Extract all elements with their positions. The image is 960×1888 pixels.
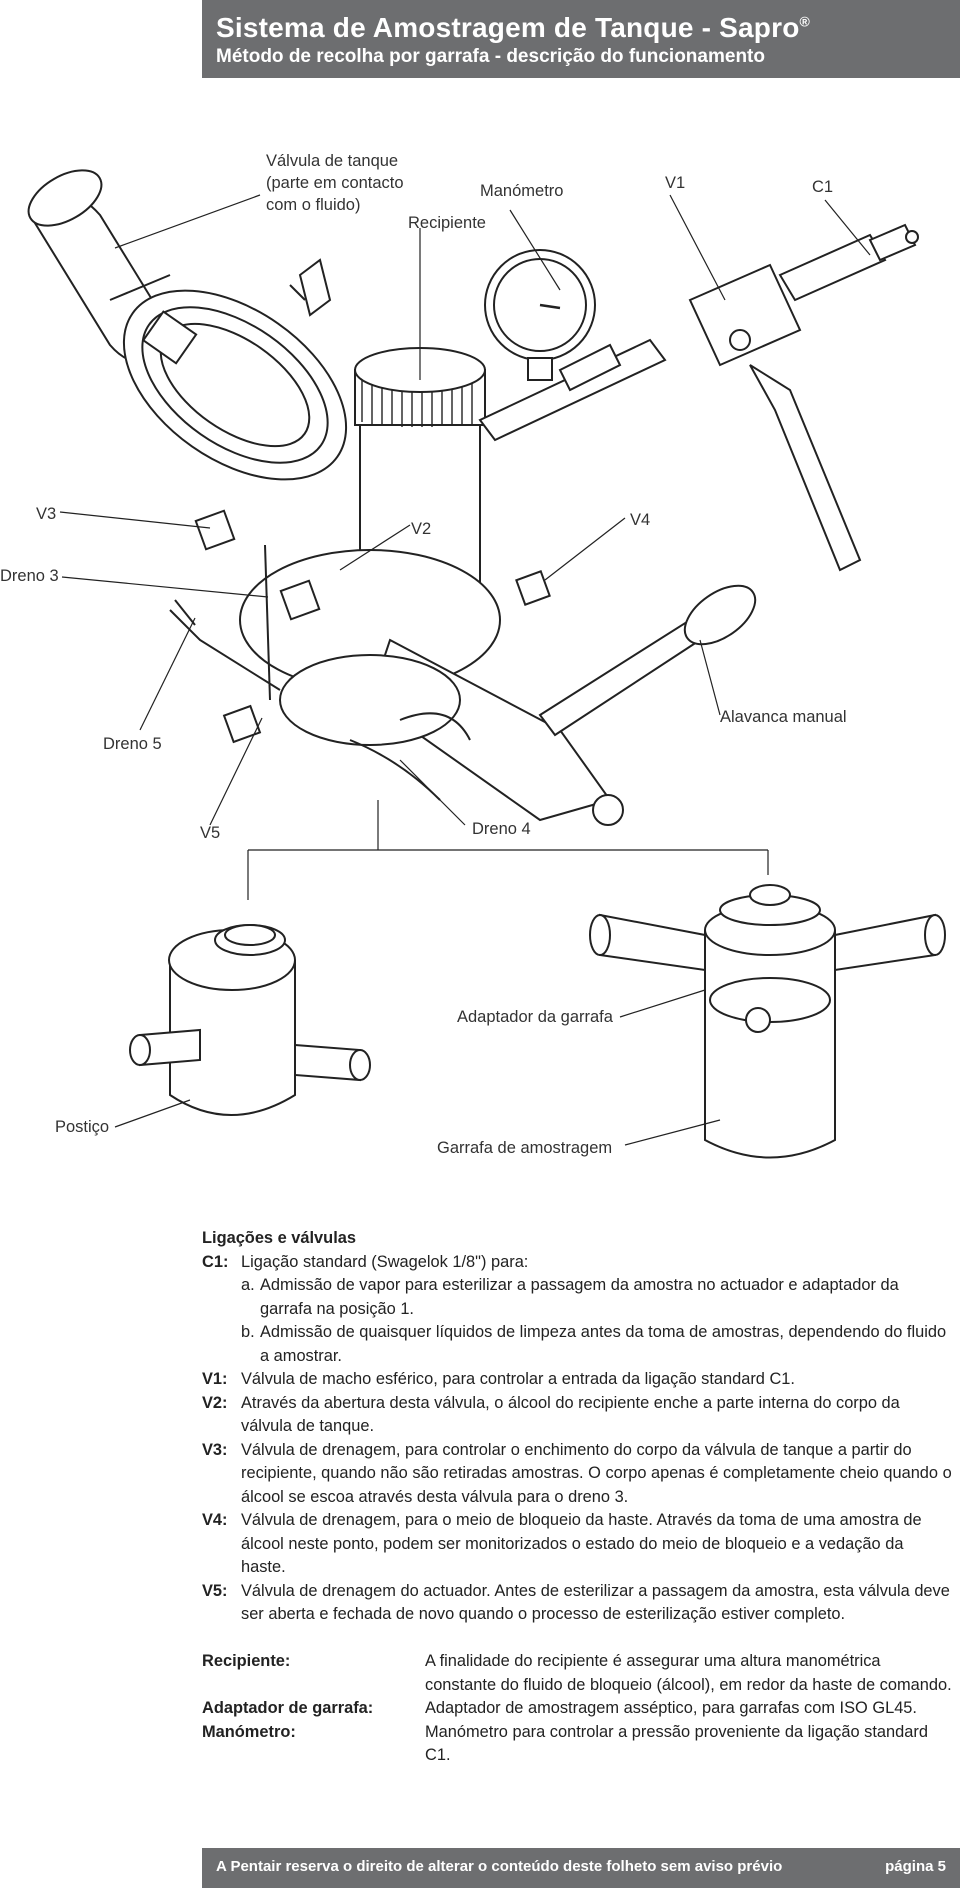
label-dreno4: Dreno 4 [472,820,531,838]
definition-term: Recipiente: [202,1652,291,1670]
v2-key: V2: [202,1393,228,1412]
label-postico: Postiço [55,1118,110,1136]
v5-row [202,1580,952,1627]
c1-a-text: Admissão de vapor para esterilizar a passagem da amostra no actuador e adaptador da garrafa na posição 1. [260,1276,899,1318]
v5-key: V5: [202,1581,228,1600]
c1-b-row [202,1321,952,1368]
label-garrafa: Garrafa de amostragem [437,1139,613,1157]
label-adaptador: Adaptador da garrafa [457,1008,613,1026]
v4-row [202,1509,952,1580]
wing-nut [290,260,330,315]
v1-key: V1: [202,1370,228,1388]
c1-b-key: b. [241,1323,255,1341]
v3-key: V3: [202,1440,228,1459]
label-tank-valve-line1: Válvula de tanque [266,152,399,170]
label-v1: V1 [665,174,686,192]
label-dreno5: Dreno 5 [103,735,162,753]
footer-disclaimer: A Pentair reserva o direito de alterar o conteúdo deste folheto sem aviso prévio [216,1858,783,1875]
v5-knob [224,706,260,742]
v3-row [202,1439,952,1510]
c1-fitting [780,225,918,300]
label-manometro: Manómetro [480,182,564,200]
v4-key: V4: [202,1511,228,1529]
v3-text: Válvula de drenagem, para controlar o enchimento do corpo da válvula de tanque a partir do recipiente, quando não são retiradas amostras. O corpo apenas é completamente cheio quando o álcool se escoa através desta válvula para o dreno 3. [241,1440,952,1506]
page-subtitle: Método de recolha por garrafa - descrição do funcionamento [216,46,765,67]
label-v4: V4 [630,511,651,529]
page-footer [202,1848,960,1888]
c1-a-key: a. [241,1276,255,1294]
v3-knob [196,511,234,549]
c1-a-row [202,1274,952,1321]
label-v5: V5 [200,824,221,842]
label-c1: C1 [812,178,834,196]
v4-knob [516,571,549,604]
sample-bottle [590,885,945,1158]
supply-pipe [480,340,665,440]
v2-row [202,1392,952,1439]
label-dreno3: Dreno 3 [0,567,59,585]
title-text: Sistema de Amostragem de Tanque - Sapro [216,12,800,43]
c1-b-text: Admissão de quaisquer líquidos de limpeza antes da toma de amostras, dependendo do fluido a amostrar. [260,1323,947,1365]
label-v2: V2 [411,520,432,538]
c1-text: Ligação standard (Swagelok 1/8") para: [241,1252,529,1271]
definition-row [202,1721,952,1768]
label-v3: V3 [36,505,57,523]
page-number: página 5 [885,1858,946,1875]
definition-text: A finalidade do recipiente é assegurar uma altura manométrica constante do fluido de bloqueio (álcool), em redor da haste de comando. [425,1652,952,1694]
label-tank-valve-line2: (parte em contacto [266,174,404,192]
definition-text: Manómetro para controlar a pressão proveniente da ligação standard C1. [425,1722,928,1764]
c1-row [202,1251,952,1275]
definition-row [202,1650,952,1697]
definition-row [202,1697,952,1721]
c1-key: C1: [202,1252,229,1271]
definitions-section [202,1650,952,1768]
v5-text: Válvula de drenagem do actuador. Antes de esterilizar a passagem da amostra, esta válvula deve ser aberta e fechada de novo quando o processo de esterilização estiver completo. [241,1581,950,1623]
connections-section [202,1227,952,1627]
v1-row [202,1368,952,1392]
connections-heading: Ligações e válvulas [202,1229,356,1247]
postico-part [130,925,370,1115]
definition-term: Adaptador de garrafa: [202,1699,374,1717]
v2-text: Através da abertura desta válvula, o álcool do recipiente enche a parte interna do corpo da válvula de tanque. [241,1393,900,1435]
v4-text: Válvula de drenagem, para o meio de bloqueio da haste. Através da toma de uma amostra de álcool neste ponto, podem ser monitorizados o estado do meio de bloqueio e a vedação da haste. [241,1511,922,1576]
label-recipiente: Recipiente [408,214,486,232]
v1-text: Válvula de macho esférico, para controlar a entrada da ligação standard C1. [241,1370,795,1388]
definition-text: Adaptador de amostragem asséptico, para garrafas com ISO GL45. [425,1699,917,1717]
definition-term: Manómetro: [202,1722,296,1741]
label-alavanca: Alavanca manual [720,708,847,726]
v1-ball-valve [690,265,860,570]
label-tank-valve-line3: com o fluido) [266,196,361,214]
registered-mark: ® [799,13,811,30]
label-tank-valve [266,150,404,216]
